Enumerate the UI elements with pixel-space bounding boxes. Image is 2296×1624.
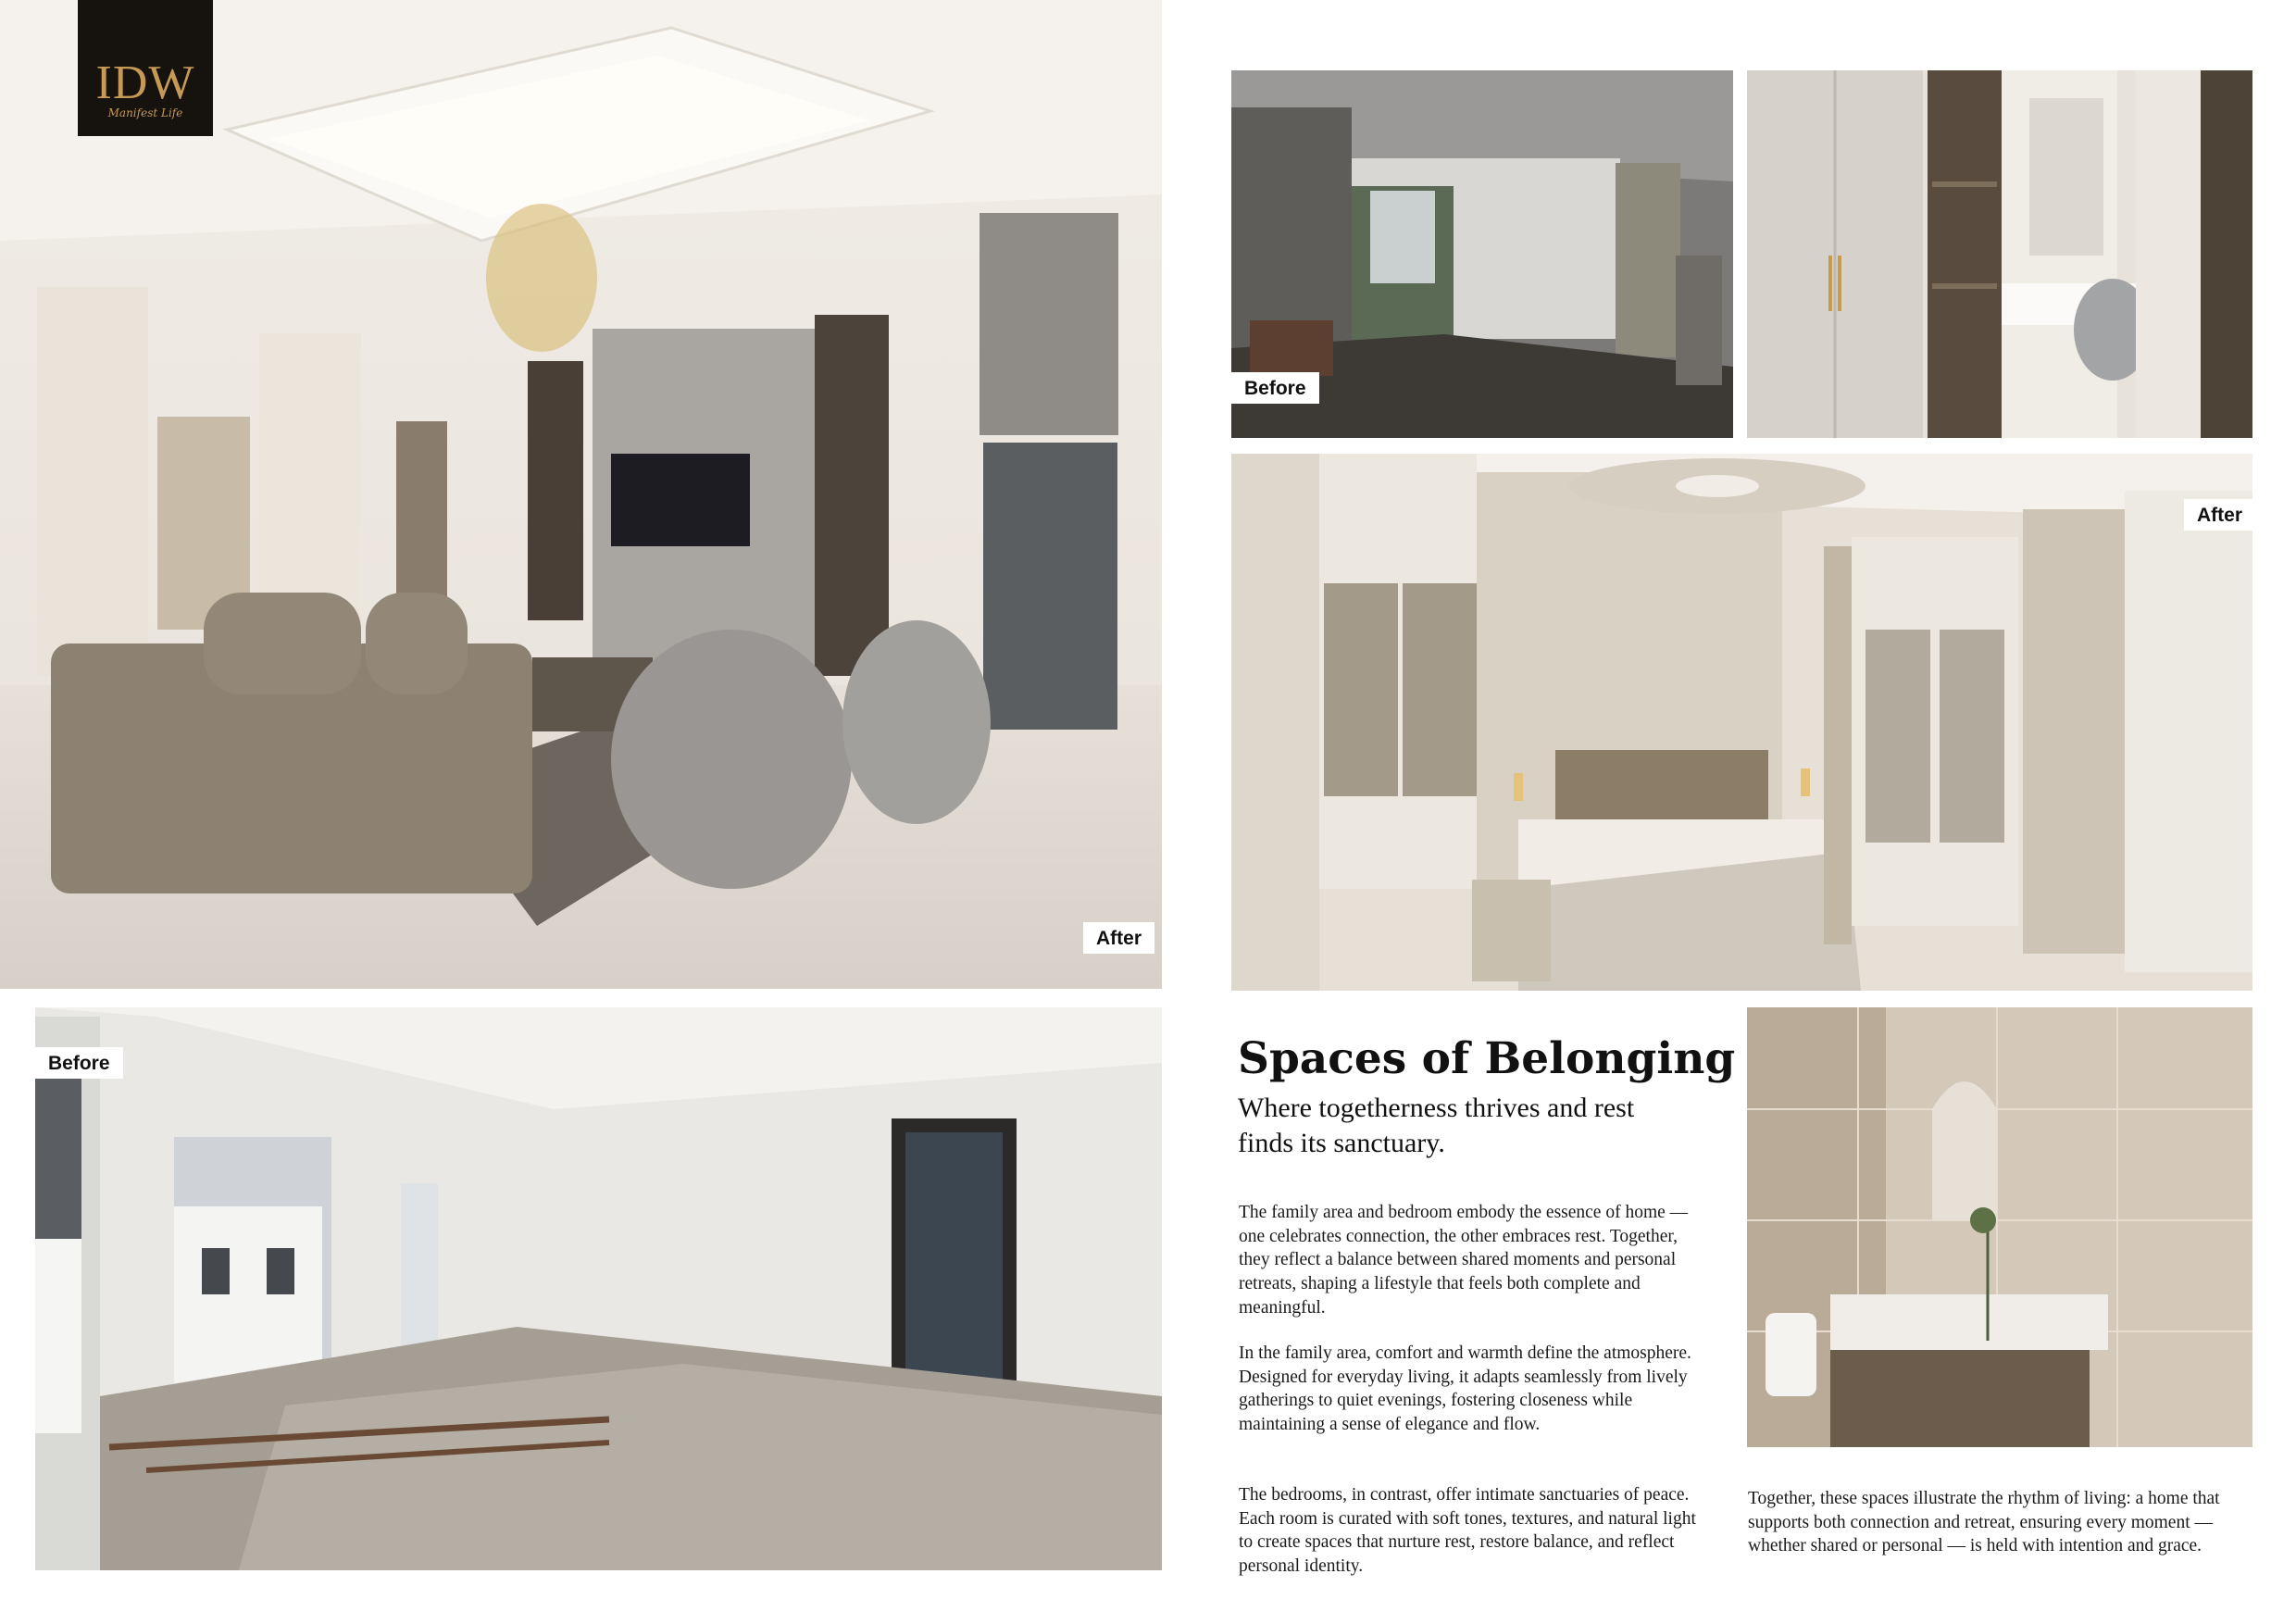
family-area-before-photo (35, 1007, 1162, 1570)
bedroom-before-label: Before (1231, 372, 1319, 404)
bedroom-after-photo (1231, 454, 2252, 991)
bathroom-photo (1747, 1007, 2252, 1447)
article-title: Spaces of Belonging (1238, 1033, 1736, 1084)
article-subtitle: Where togetherness thrives and rest finds its sanctuary. (1238, 1093, 1635, 1159)
bedroom-after-label: After (2184, 499, 2255, 531)
article-paragraph-1: The family area and bedroom embody the essence of home — one celebrates connection, the other embraces rest. Together, they reflect a balance between shared moments and personal retreats, shaping a lifestyle that feels both complete and meaningful. (1239, 1203, 1689, 1318)
living-room-after-photo (0, 0, 1162, 989)
logo-mark: IDW (95, 56, 195, 109)
living-after-label: After (1083, 922, 1154, 954)
article-paragraph-2: In the family area, comfort and warmth define the atmosphere. Designed for everyday living, it adapts seamlessly from lively gatherings to quiet evenings, fostering closeness while maintaining a sense of elegance and flow. (1239, 1343, 1691, 1435)
article-closing: Together, these spaces illustrate the rhythm of living: a home that supports both connection and retreat, ensuring every moment — whether shared or personal — is held with intention and grace. (1748, 1489, 2220, 1556)
family-before-label: Before (35, 1047, 123, 1079)
logo-tagline: Manifest Life (107, 106, 183, 119)
article-paragraph-3: The bedrooms, in contrast, offer intimate sanctuaries of peace. Each room is curated with soft tones, textures, and natural light to create spaces that nurture rest, restore balance, and reflect personal identity. (1239, 1485, 1696, 1577)
idw-logo (78, 0, 213, 136)
wardrobe-vanity-photo (1747, 70, 2252, 438)
